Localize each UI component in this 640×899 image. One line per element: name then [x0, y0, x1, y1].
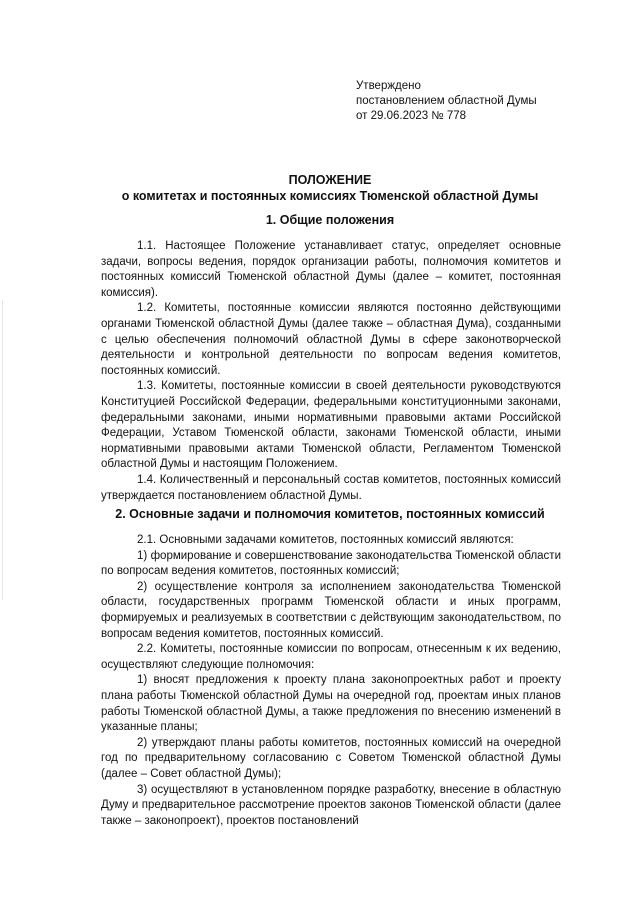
paragraph-2-2-item-2: 2) утверждают планы работы комитетов, постоянных комиссий на очередной год по предварительному согласованию с Советом Тюменской областной Думы (далее – Совет областной Думы); — [101, 736, 561, 780]
paragraph-2-1-item-1: 1) формирование и совершенствование законодательства Тюменской области по вопросам ведения комитетов, постоянных комиссий; — [101, 549, 561, 578]
section-2-body — [101, 533, 561, 829]
paragraph-1-1: 1.1. Настоящее Положение устанавливает статус, определяет основные задачи, вопросы ведения, порядок организации работы, полномочия комитетов и постоянных комиссий Тюменской областной Думы (далее – комитет, постоянная комиссия). — [101, 240, 561, 299]
paragraph-2-2: 2.2. Комитеты, постоянные комиссии по вопросам, отнесенным к их ведению, осуществляют следующие полномочия: — [101, 643, 561, 671]
approval-line-1: Утверждено — [356, 80, 421, 92]
approval-line-2: постановлением областной Думы — [356, 95, 537, 107]
document-subtitle: о комитетах и постоянных комиссиях Тюменской областной Думы — [121, 189, 539, 203]
paragraph-1-2: 1.2. Комитеты, постоянные комиссии являются постоянно действующими органами Тюменской областной Думы (далее также – областная Дума), созданными с целью обеспечения полномочий областной Думы в сфере законотворческой деятельности и контрольной деятельности по вопросам ведения комитетов, постоянных комиссий. — [101, 302, 561, 377]
paragraph-1-3: 1.3. Комитеты, постоянные комиссии в своей деятельности руководствуются Конституцией Российской Федерации, федеральными конституционными законами, федеральными законами, иными нормативными правовыми актами Российской Федерации, Уставом Тюменской области, законами Тюменской области, иными нормативными правовыми актами Тюменской области, Регламентом Тюменской областной Думы и настоящим Положением. — [101, 380, 561, 471]
approval-line-3: от 29.06.2023 № 778 — [356, 110, 467, 122]
scan-edge-mark — [2, 300, 3, 600]
section-1-body — [101, 239, 561, 504]
paragraph-2-2-item-3: 3) осуществляют в установленном порядке разработку, внесение в областную Думу и предварительное рассмотрение проектов законов Тюменской области (далее также – законопроект), проектов постановлений — [101, 783, 561, 827]
paragraph-2-1: 2.1. Основными задачами комитетов, постоянных комиссий являются: — [137, 534, 514, 546]
paragraph-2-2-item-1: 1) вносят предложения к проекту плана законопроектных работ и проекту плана работы Тюменской областной Думы на очередной год, проектам иных планов работы Тюменской областной Думы, а также предложения по внесению изменений в указанные планы; — [101, 674, 561, 734]
section-2-heading: 2. Основные задачи и полномочия комитетов, постоянных комиссий — [115, 507, 545, 521]
paragraph-1-4: 1.4. Количественный и персональный состав комитетов, постоянных комиссий утверждается постановлением областной Думы. — [101, 473, 561, 502]
section-1-heading: 1. Общие положения — [265, 213, 395, 227]
document-title: ПОЛОЖЕНИЕ — [288, 173, 372, 187]
approval-stamp — [356, 79, 537, 124]
paragraph-2-1-item-2: 2) осуществление контроля за исполнением законодательства Тюменской области, государственных программ Тюменской области и иных программ, формируемых и реализуемых в соответствии с действующим законодательством, по вопросам ведения комитетов, постоянных комиссий. — [101, 580, 561, 640]
